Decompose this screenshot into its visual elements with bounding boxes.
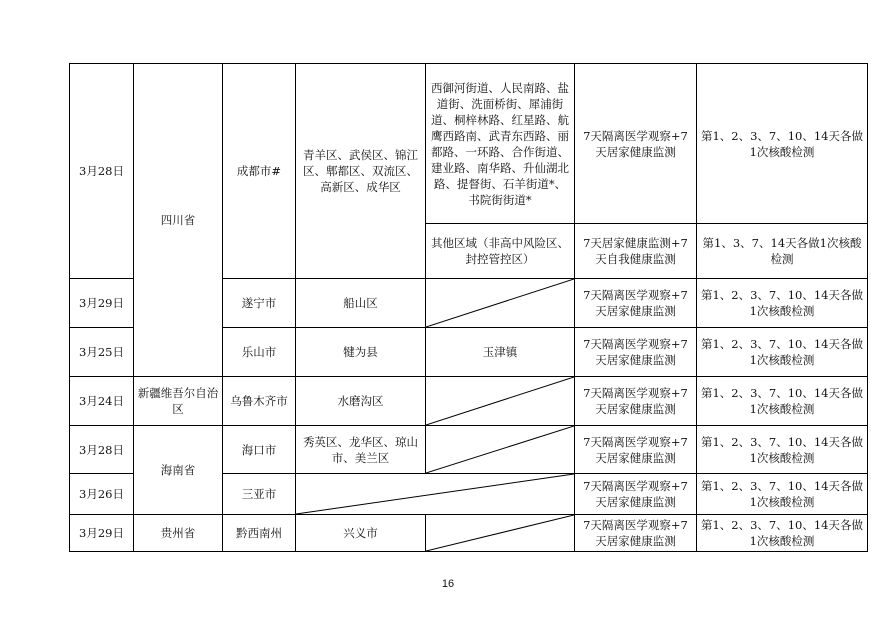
- measure-cell: 7天居家健康监测+7天自我健康监测: [575, 224, 697, 279]
- district-cell: 水磨沟区: [296, 377, 426, 426]
- test-cell: 第1、2、3、7、10、14天各做1次核酸检测: [697, 279, 868, 328]
- district-cell: 秀英区、龙华区、琼山市、美兰区: [296, 426, 426, 474]
- empty-diagonal-cell: [426, 279, 575, 328]
- area-cell: 其他区域（非高中风险区、封控管控区）: [426, 224, 575, 279]
- city-cell: 遂宁市: [223, 279, 296, 328]
- city-cell: 黔西南州: [223, 515, 296, 552]
- table-row: [70, 377, 868, 426]
- empty-diagonal-cell: [426, 377, 575, 426]
- area-cell: 玉津镇: [426, 328, 575, 377]
- date-cell: 3月29日: [70, 279, 134, 328]
- table-row: [70, 64, 868, 224]
- province-cell: 新疆维吾尔自治区: [134, 377, 223, 426]
- date-cell: 3月28日: [70, 426, 134, 474]
- measure-cell: 7天隔离医学观察+7天居家健康监测: [575, 328, 697, 377]
- table-row: [70, 426, 868, 474]
- district-cell: 船山区: [296, 279, 426, 328]
- measure-cell: 7天隔离医学观察+7天居家健康监测: [575, 64, 697, 224]
- date-cell: 3月26日: [70, 474, 134, 515]
- city-cell: 乌鲁木齐市: [223, 377, 296, 426]
- measure-cell: 7天隔离医学观察+7天居家健康监测: [575, 279, 697, 328]
- table-row: [70, 515, 868, 552]
- test-cell: 第1、2、3、7、10、14天各做1次核酸检测: [697, 426, 868, 474]
- measure-cell: 7天隔离医学观察+7天居家健康监测: [575, 377, 697, 426]
- measure-cell: 7天隔离医学观察+7天居家健康监测: [575, 515, 697, 552]
- test-cell: 第1、2、3、7、10、14天各做1次核酸检测: [697, 377, 868, 426]
- date-cell: 3月29日: [70, 515, 134, 552]
- empty-diagonal-cell: [426, 426, 575, 474]
- area-cell: 西御河街道、人民南路、盐道街、洗面桥街、犀浦街道、桐梓林路、红星路、航鹰西路南、武青东西路、丽都路、一环路、合作街道、建业路、南华路、升仙湖北路、提督街、石羊街道*、书院街街道*: [426, 64, 575, 224]
- test-cell: 第1、2、3、7、10、14天各做1次核酸检测: [697, 474, 868, 515]
- risk-area-table: [69, 63, 868, 552]
- province-cell: 海南省: [134, 426, 223, 515]
- date-cell: 3月28日: [70, 64, 134, 279]
- district-cell: 青羊区、武侯区、锦江区、郫都区、双流区、高新区、成华区: [296, 64, 426, 279]
- city-cell: 三亚市: [223, 474, 296, 515]
- district-cell: 犍为县: [296, 328, 426, 377]
- measure-cell: 7天隔离医学观察+7天居家健康监测: [575, 426, 697, 474]
- empty-diagonal-cell: [426, 515, 575, 552]
- date-cell: 3月25日: [70, 328, 134, 377]
- test-cell: 第1、3、7、14天各做1次核酸检测: [697, 224, 868, 279]
- district-cell: 兴义市: [296, 515, 426, 552]
- city-cell: 乐山市: [223, 328, 296, 377]
- measure-cell: 7天隔离医学观察+7天居家健康监测: [575, 474, 697, 515]
- page-number: 16: [441, 578, 455, 590]
- city-cell: 成都市#: [223, 64, 296, 279]
- city-cell: 海口市: [223, 426, 296, 474]
- date-cell: 3月24日: [70, 377, 134, 426]
- test-cell: 第1、2、3、7、10、14天各做1次核酸检测: [697, 64, 868, 224]
- empty-diagonal-cell: [296, 474, 575, 515]
- province-cell: 贵州省: [134, 515, 223, 552]
- province-cell: 四川省: [134, 64, 223, 377]
- test-cell: 第1、2、3、7、10、14天各做1次核酸检测: [697, 328, 868, 377]
- test-cell: 第1、2、3、7、10、14天各做1次核酸检测: [697, 515, 868, 552]
